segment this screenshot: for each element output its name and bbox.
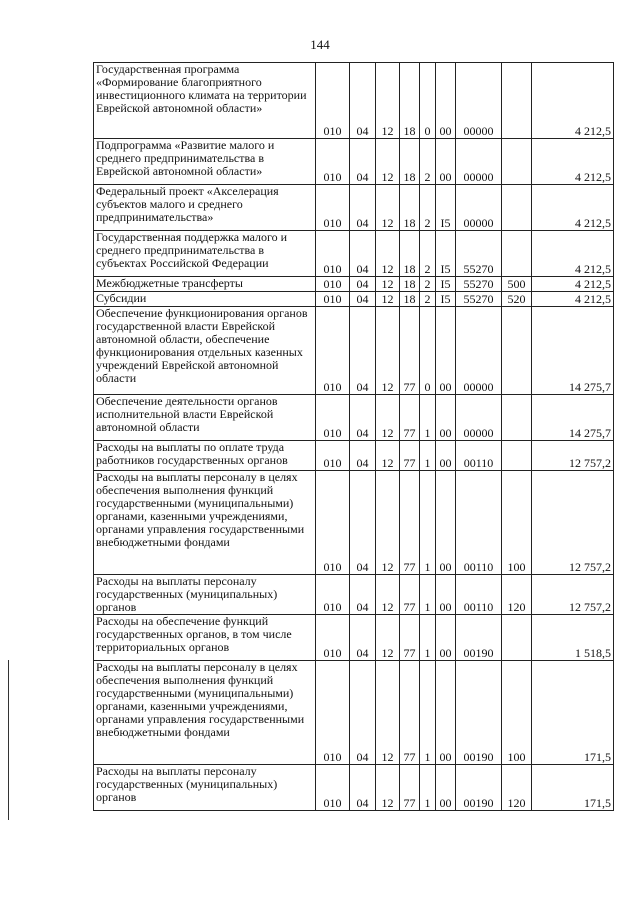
amount-cell: 12 757,2 [532, 441, 614, 471]
project-code-cell: I5 [436, 292, 456, 307]
subsection-code-cell: 12 [376, 661, 400, 765]
amount-cell: 4 212,5 [532, 277, 614, 292]
admin-code-cell: 010 [316, 575, 350, 615]
table-row [94, 395, 614, 441]
program-code-cell: 18 [400, 277, 420, 292]
subsection-code-cell: 12 [376, 292, 400, 307]
table-row [94, 441, 614, 471]
project-code-cell: 00 [436, 765, 456, 811]
program-code-cell: 18 [400, 231, 420, 277]
amount-cell: 171,5 [532, 661, 614, 765]
direction-code-cell: 55270 [456, 292, 502, 307]
table-row [94, 292, 614, 307]
item-name: Расходы на выплаты по оплате труда работников государственных органов [96, 440, 288, 467]
expense-type-cell [502, 615, 532, 661]
section-code-cell: 04 [350, 441, 376, 471]
table-row [94, 661, 614, 765]
program-code-cell: 77 [400, 441, 420, 471]
project-code-cell: 00 [436, 395, 456, 441]
subsection-code-cell: 12 [376, 139, 400, 185]
amount-cell: 14 275,7 [532, 307, 614, 395]
admin-code-cell: 010 [316, 395, 350, 441]
program-code-cell: 18 [400, 139, 420, 185]
admin-code-cell: 010 [316, 661, 350, 765]
item-name: Федеральный проект «Акселерация субъектов малого и среднего предпринимательства» [96, 184, 279, 224]
item-name: Субсидии [96, 291, 147, 305]
amount-cell: 12 757,2 [532, 575, 614, 615]
expense-type-cell: 120 [502, 765, 532, 811]
table-row [94, 277, 614, 292]
table-body [94, 63, 614, 811]
direction-code-cell: 55270 [456, 231, 502, 277]
project-code-cell: I5 [436, 185, 456, 231]
admin-code-cell: 010 [316, 471, 350, 575]
item-name-cell [94, 292, 316, 307]
subprogram-code-cell: 1 [420, 395, 436, 441]
direction-code-cell: 00190 [456, 765, 502, 811]
subsection-code-cell: 12 [376, 277, 400, 292]
table-row [94, 615, 614, 661]
program-code-cell: 18 [400, 63, 420, 139]
subsection-code-cell: 12 [376, 185, 400, 231]
admin-code-cell: 010 [316, 231, 350, 277]
section-code-cell: 04 [350, 471, 376, 575]
section-code-cell: 04 [350, 395, 376, 441]
subprogram-code-cell: 1 [420, 441, 436, 471]
expense-type-cell [502, 231, 532, 277]
direction-code-cell: 00190 [456, 661, 502, 765]
program-code-cell: 18 [400, 292, 420, 307]
project-code-cell: 00 [436, 63, 456, 139]
project-code-cell: I5 [436, 277, 456, 292]
item-name: Расходы на выплаты персоналу в целях обеспечения выполнения функций государственными (муниципальными) органами, казенными учреждениями, органами управления государственными внебюджетными фондами [96, 660, 305, 739]
expense-type-cell: 100 [502, 661, 532, 765]
item-name: Государственная программа «Формирование благоприятного инвестиционного климата на территории Еврейской автономной области» [96, 62, 307, 115]
item-name-cell [94, 277, 316, 292]
expense-type-cell: 520 [502, 292, 532, 307]
subprogram-code-cell: 2 [420, 277, 436, 292]
subsection-code-cell: 12 [376, 395, 400, 441]
section-code-cell: 04 [350, 661, 376, 765]
table-row [94, 63, 614, 139]
subprogram-code-cell: 0 [420, 307, 436, 395]
item-name-cell [94, 307, 316, 395]
subprogram-code-cell: 1 [420, 765, 436, 811]
direction-code-cell: 00000 [456, 185, 502, 231]
program-code-cell: 77 [400, 575, 420, 615]
direction-code-cell: 00000 [456, 307, 502, 395]
subsection-code-cell: 12 [376, 63, 400, 139]
amount-cell: 171,5 [532, 765, 614, 811]
subprogram-code-cell: 2 [420, 139, 436, 185]
direction-code-cell: 00190 [456, 615, 502, 661]
project-code-cell: 00 [436, 615, 456, 661]
table-row [94, 139, 614, 185]
page-number: 144 [310, 37, 330, 52]
item-name: Межбюджетные трансферты [96, 276, 243, 290]
program-code-cell: 77 [400, 395, 420, 441]
amount-cell: 4 212,5 [532, 63, 614, 139]
item-name: Подпрограмма «Развитие малого и среднего предпринимательства в Еврейской автономной области» [96, 138, 275, 178]
direction-code-cell: 55270 [456, 277, 502, 292]
amount-cell: 4 212,5 [532, 231, 614, 277]
item-name: Расходы на выплаты персоналу в целях обеспечения выполнения функций государственными (муниципальными) органами, казенными учреждениями, органами управления государственными внебюджетными фондами [96, 470, 305, 549]
project-code-cell: 00 [436, 139, 456, 185]
direction-code-cell: 00000 [456, 395, 502, 441]
table-row [94, 575, 614, 615]
item-name-cell [94, 185, 316, 231]
section-code-cell: 04 [350, 575, 376, 615]
section-code-cell: 04 [350, 63, 376, 139]
expense-type-cell [502, 395, 532, 441]
program-code-cell: 77 [400, 765, 420, 811]
subprogram-code-cell: 2 [420, 292, 436, 307]
direction-code-cell: 00110 [456, 471, 502, 575]
section-code-cell: 04 [350, 292, 376, 307]
amount-cell: 1 518,5 [532, 615, 614, 661]
subprogram-code-cell: 1 [420, 615, 436, 661]
subsection-code-cell: 12 [376, 575, 400, 615]
subsection-code-cell: 12 [376, 441, 400, 471]
subsection-code-cell: 12 [376, 765, 400, 811]
item-name-cell [94, 139, 316, 185]
admin-code-cell: 010 [316, 292, 350, 307]
section-code-cell: 04 [350, 185, 376, 231]
section-code-cell: 04 [350, 277, 376, 292]
item-name-cell [94, 395, 316, 441]
expense-type-cell [502, 139, 532, 185]
direction-code-cell: 00110 [456, 575, 502, 615]
direction-code-cell: 00000 [456, 139, 502, 185]
expense-type-cell: 500 [502, 277, 532, 292]
admin-code-cell: 010 [316, 139, 350, 185]
item-name: Обеспечение деятельности органов исполнительной власти Еврейской автономной области [96, 394, 278, 434]
budget-table [93, 62, 614, 811]
project-code-cell: 00 [436, 307, 456, 395]
program-code-cell: 18 [400, 185, 420, 231]
table-row [94, 471, 614, 575]
subprogram-code-cell: 1 [420, 471, 436, 575]
table-row [94, 307, 614, 395]
subsection-code-cell: 12 [376, 307, 400, 395]
project-code-cell: 00 [436, 441, 456, 471]
expense-type-cell [502, 185, 532, 231]
amount-cell: 14 275,7 [532, 395, 614, 441]
item-name-cell [94, 441, 316, 471]
subprogram-code-cell: 1 [420, 661, 436, 765]
amount-cell: 12 757,2 [532, 471, 614, 575]
amount-cell: 4 212,5 [532, 292, 614, 307]
table-row [94, 231, 614, 277]
program-code-cell: 77 [400, 615, 420, 661]
expense-type-cell: 100 [502, 471, 532, 575]
program-code-cell: 77 [400, 661, 420, 765]
section-code-cell: 04 [350, 139, 376, 185]
item-name: Обеспечение функционирования органов государственной власти Еврейской автономной области, обеспечение функционирования отдельных казенных учреждений Еврейской автономной области [96, 306, 308, 385]
admin-code-cell: 010 [316, 615, 350, 661]
item-name: Расходы на выплаты персоналу государственных (муниципальных) органов [96, 764, 278, 804]
item-name-cell [94, 661, 316, 765]
direction-code-cell: 00000 [456, 63, 502, 139]
program-code-cell: 77 [400, 471, 420, 575]
admin-code-cell: 010 [316, 307, 350, 395]
item-name: Государственная поддержка малого и среднего предпринимательства в субъектах Российской Федерации [96, 230, 288, 270]
project-code-cell: 00 [436, 661, 456, 765]
subprogram-code-cell: 1 [420, 575, 436, 615]
admin-code-cell: 010 [316, 277, 350, 292]
table-row [94, 185, 614, 231]
expense-type-cell [502, 307, 532, 395]
amount-cell: 4 212,5 [532, 139, 614, 185]
amount-cell: 4 212,5 [532, 185, 614, 231]
program-code-cell: 77 [400, 307, 420, 395]
item-name-cell [94, 63, 316, 139]
item-name-cell [94, 765, 316, 811]
item-name: Расходы на выплаты персоналу государственных (муниципальных) органов [96, 574, 278, 614]
project-code-cell: 00 [436, 471, 456, 575]
subprogram-code-cell: 2 [420, 231, 436, 277]
section-code-cell: 04 [350, 615, 376, 661]
project-code-cell: 00 [436, 575, 456, 615]
subsection-code-cell: 12 [376, 471, 400, 575]
admin-code-cell: 010 [316, 765, 350, 811]
expense-type-cell [502, 441, 532, 471]
expense-type-cell: 120 [502, 575, 532, 615]
section-code-cell: 04 [350, 765, 376, 811]
item-name-cell [94, 615, 316, 661]
subprogram-code-cell: 2 [420, 185, 436, 231]
admin-code-cell: 010 [316, 185, 350, 231]
admin-code-cell: 010 [316, 63, 350, 139]
section-code-cell: 04 [350, 231, 376, 277]
subsection-code-cell: 12 [376, 615, 400, 661]
margin-line [8, 660, 9, 820]
section-code-cell: 04 [350, 307, 376, 395]
item-name-cell [94, 231, 316, 277]
item-name-cell [94, 471, 316, 575]
expense-type-cell [502, 63, 532, 139]
subprogram-code-cell: 0 [420, 63, 436, 139]
item-name: Расходы на обеспечение функций государственных органов, в том числе территориальных органов [96, 614, 292, 654]
subsection-code-cell: 12 [376, 231, 400, 277]
admin-code-cell: 010 [316, 441, 350, 471]
project-code-cell: I5 [436, 231, 456, 277]
table-row [94, 765, 614, 811]
item-name-cell [94, 575, 316, 615]
direction-code-cell: 00110 [456, 441, 502, 471]
